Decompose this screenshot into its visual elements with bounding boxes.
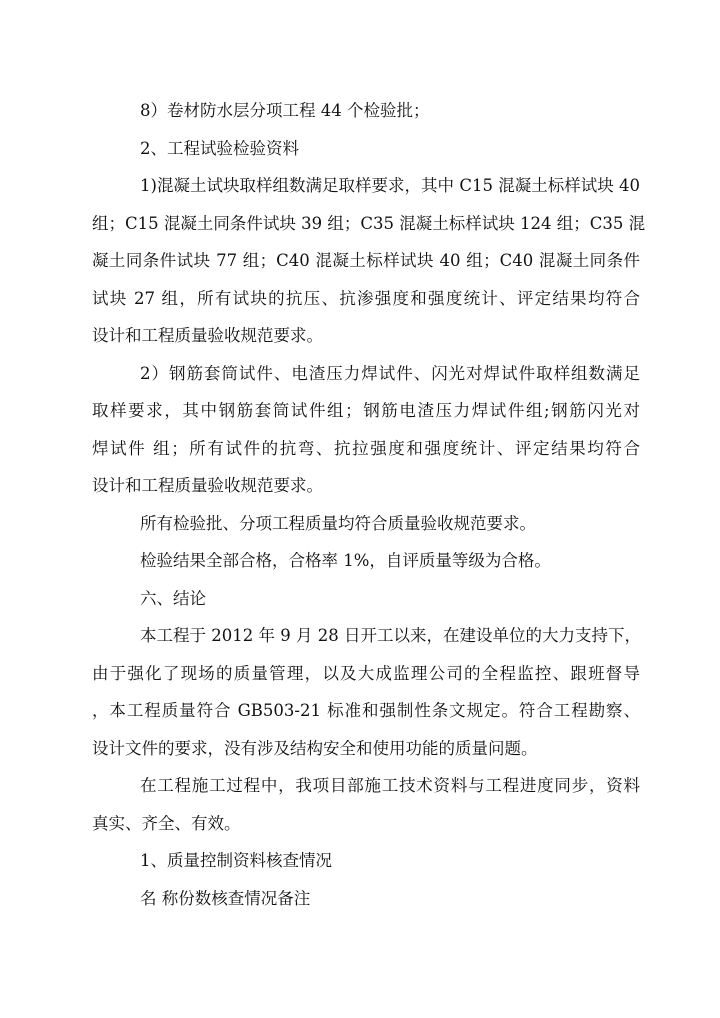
paragraph-conclusion-line-2: 由于强化了现场的质量管理，以及大成监理公司的全程监控、跟班督导	[92, 663, 640, 683]
paragraph-conclusion-line-4: 设计文件的要求，没有涉及结构安全和使用功能的质量问题。	[92, 738, 538, 758]
paragraph-rebar-line-2: 取样要求，其中钢筋套筒试件组；钢筋电渣压力焊试件组;钢筋闪光对	[92, 401, 640, 420]
document-body	[92, 92, 646, 917]
paragraph-concrete-line-1: 1)混凝土试块取样组数满足取样要求，其中 C15 混凝土标样试块 40	[140, 176, 640, 195]
section-heading-quality-control: 1、质量控制资料核查情况	[140, 851, 332, 870]
paragraph-rebar-line-1: 2）钢筋套筒试件、电渣压力焊试件、闪光对焊试件取样组数满足	[140, 363, 640, 383]
paragraph-concrete-line-2: 组；C15 混凝土同条件试块 39 组；C35 混凝土标样试块 124 组；C35 混	[92, 213, 646, 233]
table-header-row: 名 称份数核查情况备注	[140, 888, 311, 908]
section-heading-conclusion: 六、结论	[140, 588, 206, 608]
paragraph-concrete-line-5: 设计和工程质量验收规范要求。	[92, 326, 323, 345]
paragraph-records-line-1: 在工程施工过程中，我项目部施工技术资料与工程进度同步，资料	[140, 776, 640, 795]
paragraph-records-line-2: 真实、齐全、有效。	[92, 813, 241, 833]
paragraph-concrete-line-3: 凝土同条件试块 77 组；C40 混凝土标样试块 40 组；C40 混凝土同条件	[92, 251, 640, 270]
paragraph-concrete-line-4: 试块 27 组，所有试块的抗压、抗渗强度和强度统计、评定结果均符合	[92, 288, 640, 308]
paragraph-rebar-line-3: 焊试件 组；所有试件的抗弯、抗拉强度和强度统计、评定结果均符合	[92, 438, 640, 458]
paragraph-conclusion-line-1: 本工程于 2012 年 9 月 28 日开工以来，在建设单位的大力支持下，	[140, 626, 641, 645]
paragraph-inspection-result: 检验结果全部合格，合格率 1%，自评质量等级为合格。	[140, 551, 551, 570]
paragraph-rebar-line-4: 设计和工程质量验收规范要求。	[92, 476, 323, 495]
paragraph-conclusion-line-3: ，本工程质量符合 GB503-21 标准和强制性条文规定。符合工程勘察、	[92, 701, 640, 720]
paragraph-all-inspection: 所有检验批、分项工程质量均符合质量验收规范要求。	[140, 513, 536, 533]
section-heading-test-records: 2、工程试验检验资料	[140, 138, 299, 158]
list-item-membrane-waterproof: 8）卷材防水层分项工程 44 个检验批；	[140, 101, 430, 120]
